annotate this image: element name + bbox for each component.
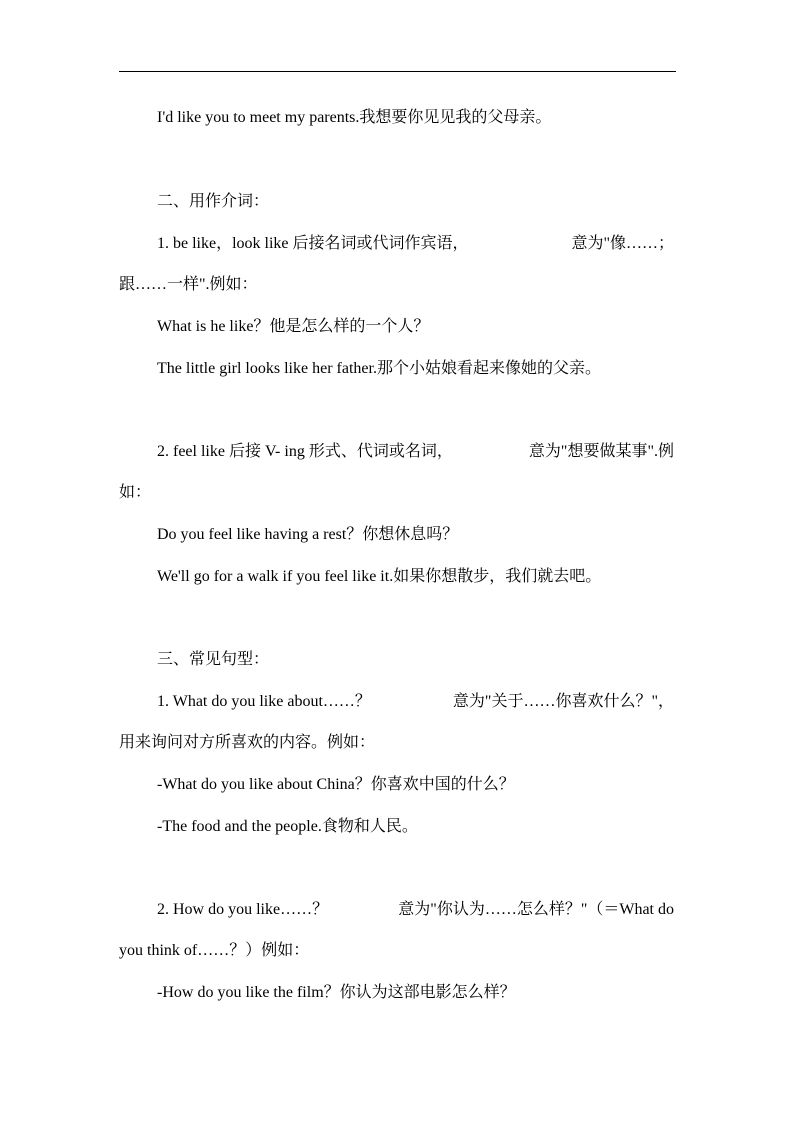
rule-feel-like	[157, 441, 674, 463]
pattern-how-do-you-like-part1: 2. How do you like……？	[157, 901, 329, 918]
rule-feel-like-part2: 意为"想要做某事".例	[528, 443, 674, 460]
pattern-what-do-you-like-about-part1: 1. What do you like about……？	[157, 693, 371, 710]
rule-feel-like-continued: 如：	[119, 484, 152, 501]
pattern-how-do-you-like-part2: 意为"你认为……怎么样？"（＝What do	[398, 901, 674, 918]
section-heading-sentence-patterns: 三、常见句型：	[157, 651, 270, 668]
pattern-what-do-you-like-about-continued: 用来询问对方所喜欢的内容。例如：	[119, 734, 376, 751]
header-rule	[119, 71, 676, 72]
pattern-how-do-you-like-continued: you think of……？）例如：	[119, 942, 310, 959]
rule-be-like-look-like-part1: 1. be like，look like 后接名词或代词作宾语，	[157, 235, 469, 252]
example-go-for-walk: We'll go for a walk if you feel like it.如果你想散步，我们就去吧。	[157, 568, 602, 585]
rule-feel-like-part1: 2. feel like 后接 V- ing 形式、代词或名词，	[157, 443, 453, 460]
example-little-girl: The little girl looks like her father.那个小姑娘看起来像她的父亲。	[157, 360, 601, 377]
rule-be-like-look-like-continued: 跟……一样".例如：	[119, 276, 258, 293]
rule-be-like-look-like	[157, 233, 674, 255]
example-what-is-he-like: What is he like？他是怎么样的一个人？	[157, 318, 430, 335]
example-food-and-people: -The food and the people.食物和人民。	[157, 818, 418, 835]
pattern-what-do-you-like-about	[157, 691, 674, 713]
example-feel-like-rest: Do you feel like having a rest？你想休息吗？	[157, 526, 459, 543]
example-sentence-meet-parents: I'd like you to meet my parents.我想要你见见我的父母亲。	[157, 109, 552, 126]
example-how-do-you-like-film: -How do you like the film？你认为这部电影怎么样？	[157, 984, 516, 1001]
pattern-how-do-you-like	[157, 899, 674, 921]
example-like-about-china: -What do you like about China？你喜欢中国的什么？	[157, 776, 515, 793]
rule-be-like-look-like-part2: 意为"像……；	[571, 235, 674, 252]
pattern-what-do-you-like-about-part2: 意为"关于……你喜欢什么？"，	[452, 693, 674, 710]
section-heading-preposition: 二、用作介词：	[157, 193, 270, 210]
